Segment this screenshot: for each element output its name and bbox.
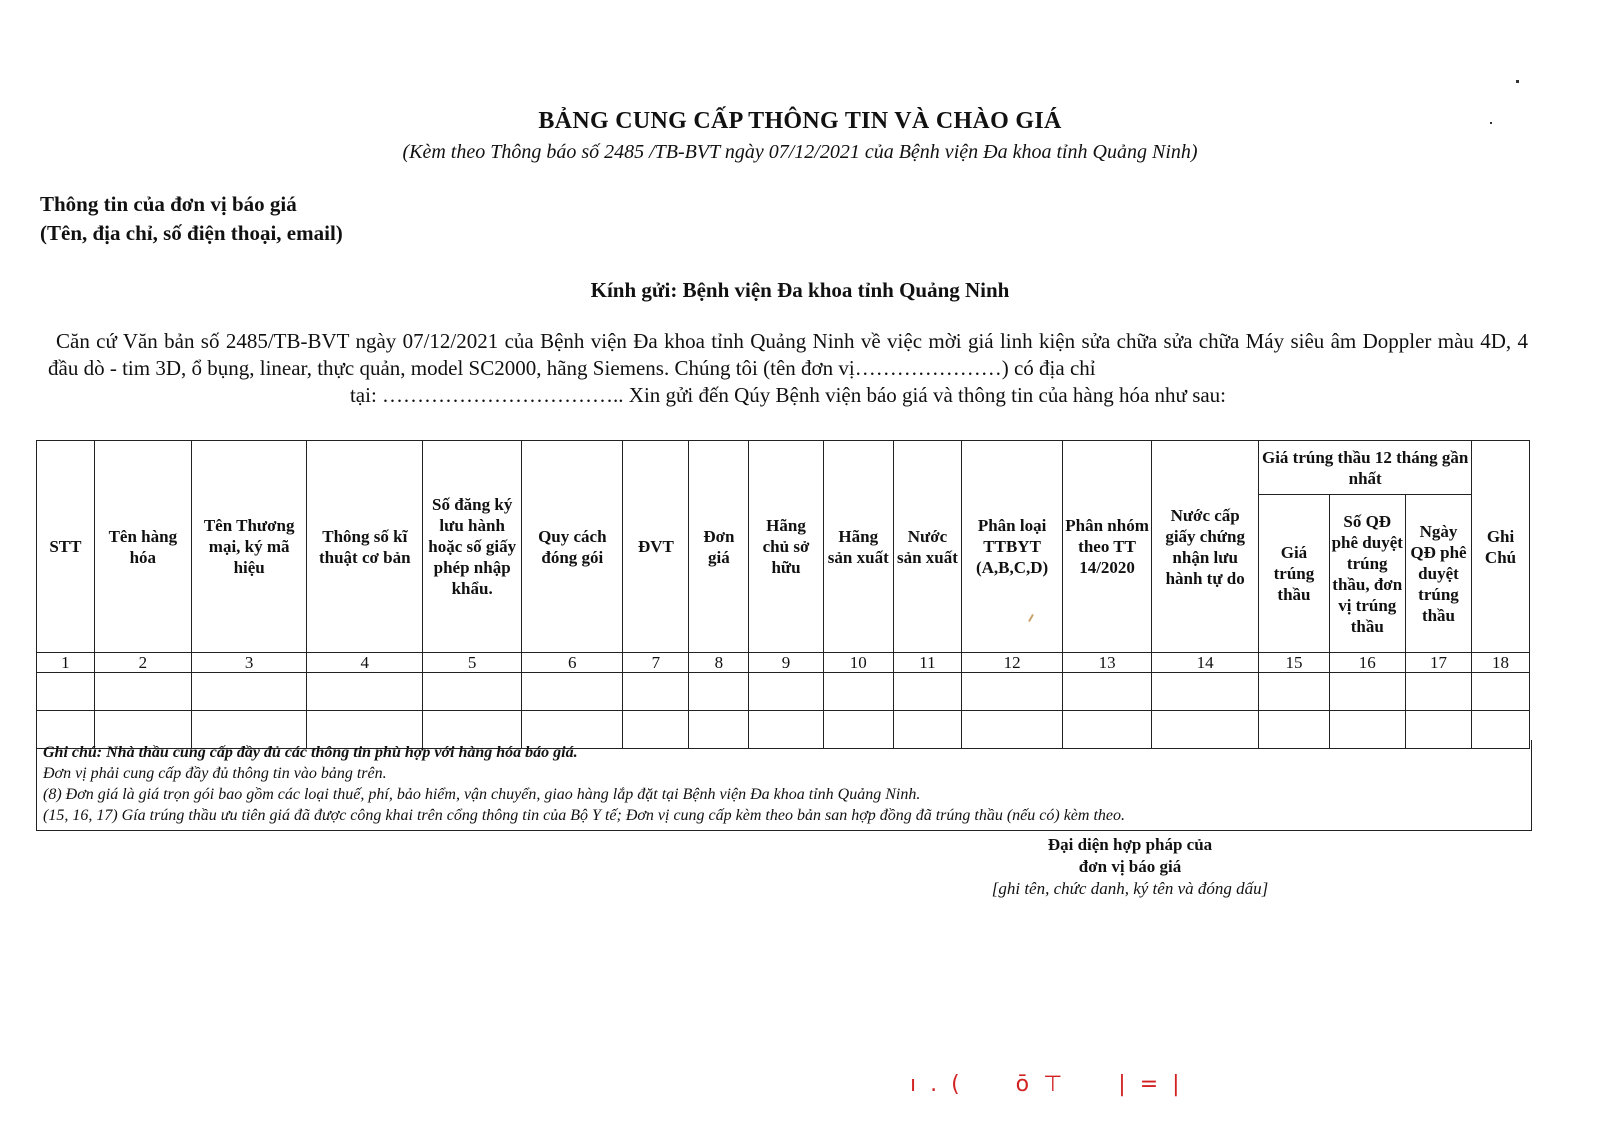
col-header-ten-hang-hoa: Tên hàng hóa xyxy=(94,441,191,653)
col-header-gia-trung-thau: Giá trúng thầu xyxy=(1259,495,1329,653)
column-number: 16 xyxy=(1329,653,1405,673)
column-number: 1 xyxy=(37,653,95,673)
table-cell xyxy=(1063,673,1152,711)
intro-paragraph xyxy=(48,328,1528,409)
column-number: 17 xyxy=(1405,653,1471,673)
column-number: 9 xyxy=(749,653,823,673)
intro-last-line: tại: …………………………….. Xin gửi đến Qúy Bệnh viện báo giá và thông tin của hàng hóa như sau: xyxy=(349,383,1227,407)
table-cell xyxy=(307,673,423,711)
note-line-1: Ghi chú: Nhà thầu cung cấp đầy đủ các thông tin phù hợp với hàng hóa báo giá. xyxy=(43,744,578,761)
table-cell xyxy=(823,673,893,711)
col-header-thong-so: Thông số kĩ thuật cơ bản xyxy=(307,441,423,653)
column-number: 11 xyxy=(893,653,961,673)
table-cell xyxy=(1329,673,1405,711)
note-line-4: (15, 16, 17) Gía trúng thầu ưu tiên giá đã được công khai trên cổng thông tin của Bộ Y tế; Đơn vị cung cấp kèm theo bản san hợp đồng đã trúng thầu (nếu có) kèm theo. xyxy=(43,807,1126,824)
column-number: 14 xyxy=(1151,653,1258,673)
col-header-don-gia: Đơn giá xyxy=(689,441,749,653)
supplier-info-fields: (Tên, địa chỉ, số điện thoại, email) xyxy=(40,221,343,245)
table-cell xyxy=(1405,673,1471,711)
column-number: 15 xyxy=(1259,653,1329,673)
table-cell xyxy=(1472,673,1530,711)
table-cell xyxy=(37,673,95,711)
table-cell xyxy=(689,673,749,711)
column-number: 4 xyxy=(307,653,423,673)
col-header-hang-chu-so-huu: Hãng chủ sở hữu xyxy=(749,441,823,653)
col-header-phan-nhom: Phân nhóm theo TT 14/2020 xyxy=(1063,441,1152,653)
note-line-3: (8) Đơn giá là giá trọn gói bao gồm các loại thuế, phí, bảo hiểm, vận chuyển, giao hàng lắp đặt tại Bệnh viện Đa khoa tỉnh Quảng Ninh. xyxy=(43,786,921,803)
table-row xyxy=(37,673,1530,711)
column-number: 6 xyxy=(522,653,623,673)
scan-speck xyxy=(1516,80,1519,83)
scan-speck xyxy=(1490,122,1492,124)
document-title: BẢNG CUNG CẤP THÔNG TIN VÀ CHÀO GIÁ xyxy=(538,108,1062,134)
greeting-line: Kính gửi: Bệnh viện Đa khoa tỉnh Quảng Ninh xyxy=(590,278,1010,302)
col-header-so-qd: Số QĐ phê duyệt trúng thầu, đơn vị trúng thầu xyxy=(1329,495,1405,653)
supplier-info-block xyxy=(40,190,343,248)
col-header-nuoc-san-xuat: Nước sản xuất xyxy=(893,441,961,653)
col-header-ghi-chu: Ghi Chú xyxy=(1472,441,1530,653)
signature-block xyxy=(960,834,1300,900)
note-line-2: Đơn vị phải cung cấp đầy đủ thông tin vào bảng trên. xyxy=(43,765,387,782)
col-header-stt: STT xyxy=(37,441,95,653)
signature-line-1: Đại diện hợp pháp của xyxy=(1047,835,1213,854)
table-cell xyxy=(1259,673,1329,711)
document-subtitle: (Kèm theo Thông báo số 2485 /TB-BVT ngày 07/12/2021 của Bệnh viện Đa khoa tỉnh Quảng Ninh) xyxy=(402,141,1198,163)
table-header-row xyxy=(37,441,1530,495)
column-number: 13 xyxy=(1063,653,1152,673)
table-cell xyxy=(191,673,307,711)
column-number-row xyxy=(37,653,1530,673)
col-header-group-gia-trung-thau: Giá trúng thầu 12 tháng gần nhất xyxy=(1259,441,1472,495)
column-number: 2 xyxy=(94,653,191,673)
column-number: 10 xyxy=(823,653,893,673)
column-number: 3 xyxy=(191,653,307,673)
supplier-info-heading: Thông tin của đơn vị báo giá xyxy=(40,192,297,216)
table-cell xyxy=(893,673,961,711)
column-number: 8 xyxy=(689,653,749,673)
column-number: 18 xyxy=(1472,653,1530,673)
col-header-hang-san-xuat: Hãng sản xuất xyxy=(823,441,893,653)
table-cell xyxy=(962,673,1063,711)
red-stamp-fragment: ı.( ō⊤ |=| xyxy=(910,1072,1194,1097)
table-cell xyxy=(423,673,522,711)
table-cell xyxy=(522,673,623,711)
signature-instruction: [ghi tên, chức danh, ký tên và đóng dấu] xyxy=(991,879,1269,898)
table-cell xyxy=(1151,673,1258,711)
col-header-phan-loai: Phân loại TTBYT (A,B,C,D) xyxy=(962,441,1063,653)
column-number: 7 xyxy=(623,653,689,673)
table-cell xyxy=(623,673,689,711)
col-header-ngay-qd: Ngày QĐ phê duyệt trúng thầu xyxy=(1405,495,1471,653)
intro-body: Căn cứ Văn bản số 2485/TB-BVT ngày 07/12/2021 của Bệnh viện Đa khoa tỉnh Quảng Ninh về việc mời giá linh kiện sửa chữa sửa chữa Máy siêu âm Doppler màu 4D, 4 đầu dò - tim 3D, ổ bụng, linear, thực quản, model SC2000, hãng Siemens. Chúng tôi (tên đơn vị…………………) có địa chỉ xyxy=(48,329,1528,380)
notes-block xyxy=(36,740,1532,831)
column-number: 12 xyxy=(962,653,1063,673)
col-header-so-dang-ky: Số đăng ký lưu hành hoặc số giấy phép nhập khẩu. xyxy=(423,441,522,653)
signature-line-2: đơn vị báo giá xyxy=(1078,857,1182,876)
table-cell xyxy=(749,673,823,711)
col-header-quy-cach: Quy cách đóng gói xyxy=(522,441,623,653)
table-cell xyxy=(94,673,191,711)
col-header-nuoc-cap-giay: Nước cấp giấy chứng nhận lưu hành tự do xyxy=(1151,441,1258,653)
quotation-table xyxy=(36,440,1530,749)
col-header-ten-thuong-mai: Tên Thương mại, ký mã hiệu xyxy=(191,441,307,653)
column-number: 5 xyxy=(423,653,522,673)
col-header-dvt: ĐVT xyxy=(623,441,689,653)
